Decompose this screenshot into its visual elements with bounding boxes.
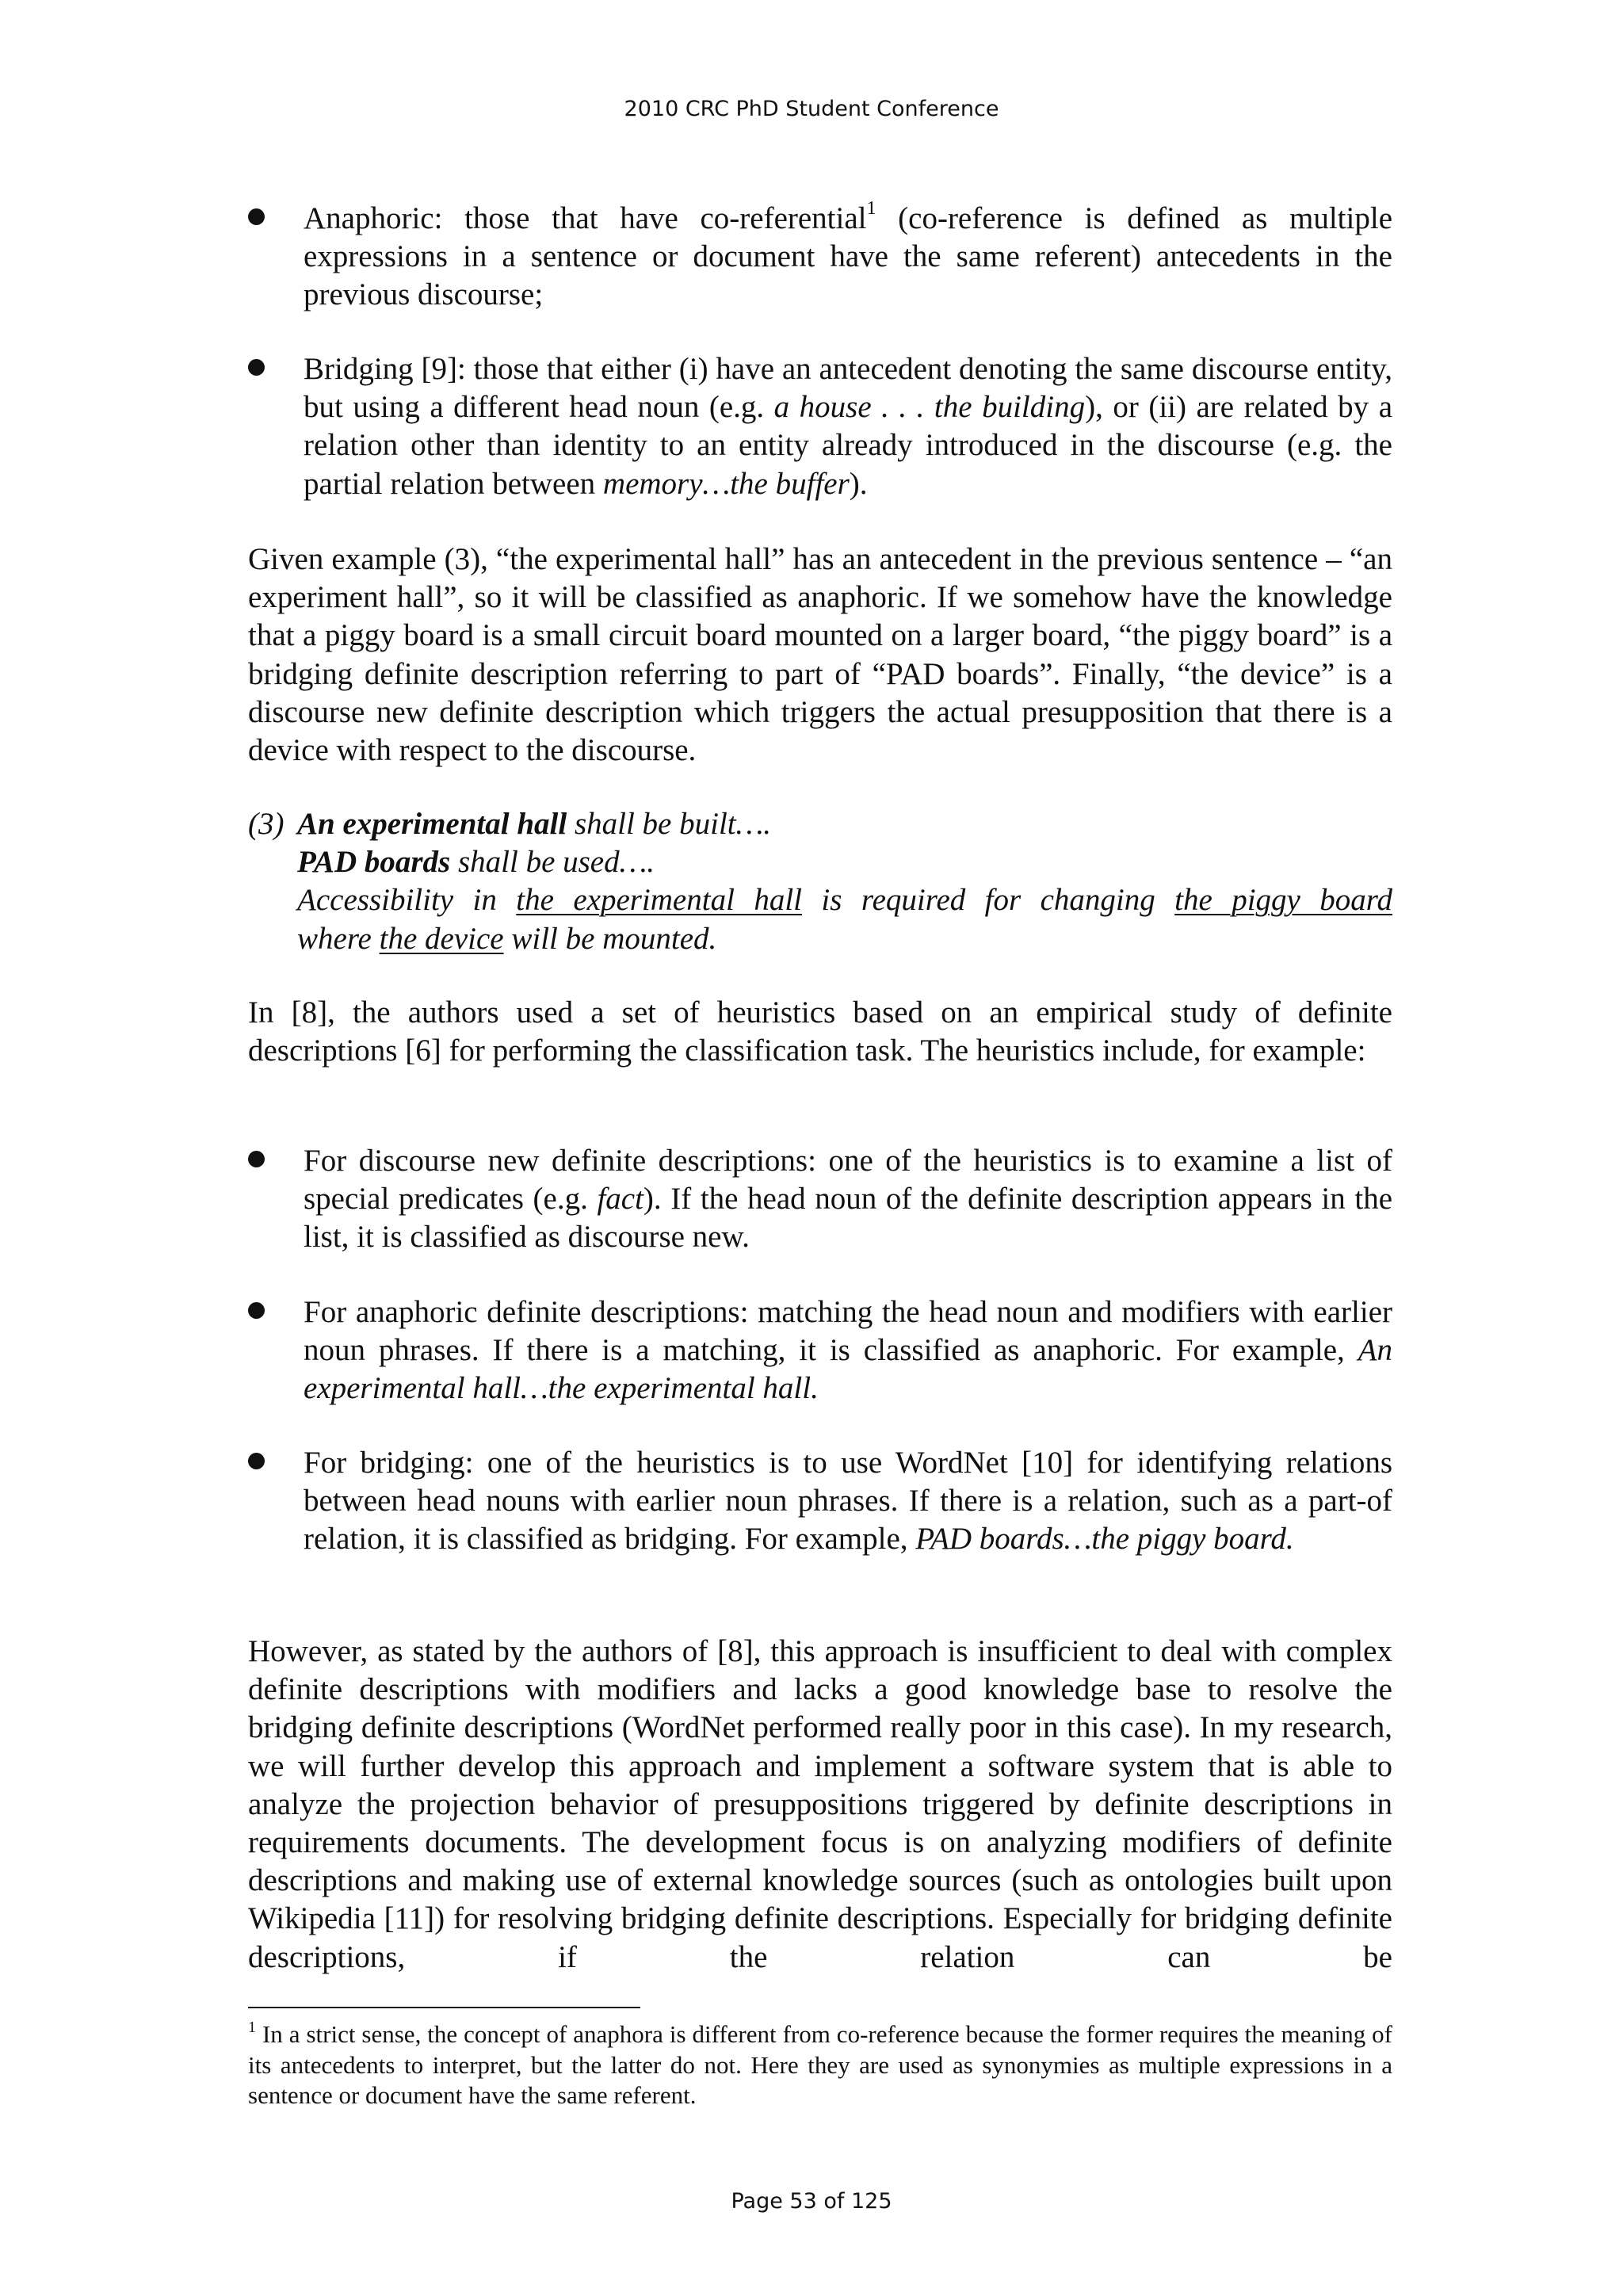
example-text: Accessibility in <box>297 883 517 917</box>
paragraph-research-plan: However, as stated by the authors of [8], this approach is insufficient to deal with complex definite descriptions with modifiers and lacks a good knowledge base to resolve the bridging definite descriptions (WordNet performed really poor in this case). In my research, we will further develop this approach and implement a software system that is able to analyze the projection behavior of presuppositions triggered by definite descriptions in requirements documents. The development focus is on analyzing modifiers of definite descriptions and making use of external knowledge sources (such as ontologies built upon Wikipedia [11]) for resolving bridging definite descriptions. Especially for bridging definite descriptions, if the relation can be <box>248 1634 1392 1974</box>
bullet-text <box>304 1142 1392 1257</box>
bullet-anaphoric <box>248 198 1392 312</box>
bullet-text <box>304 1444 1392 1559</box>
bullet-part: Bridging [9]: those that either (i) have an antecedent denoting the same discourse entity, but using a different head noun (e.g. <box>304 352 1392 425</box>
bullet-part: ), or (ii) are related by a relation other than identity to an entity already introduced in the discourse (e.g. the partial relation between <box>304 390 1392 501</box>
running-header: 2010 CRC PhD Student Conference <box>624 97 999 121</box>
example-underlined: the piggy board <box>1174 883 1393 917</box>
bullet-emphasis: PAD boards…the piggy board. <box>915 1522 1294 1557</box>
paragraph-heuristics-intro: In [8], the authors used a set of heuristics based on an empirical study of definite descriptions [6] for performing the classification task. The heuristics include, for example: <box>248 995 1392 1068</box>
bullet-intro: Anaphoric: those that have co-referential <box>304 201 867 235</box>
footnote-mark: 1 <box>248 2019 256 2036</box>
example-text: shall be used…. <box>450 845 655 879</box>
bullet-dot-icon <box>248 208 265 225</box>
bullet-text <box>304 1293 1392 1408</box>
example-underlined: the device <box>379 922 504 956</box>
bullet-rest: (co-reference is defined as multiple expressions in a sentence or document have the same referent) antecedents in the previous discourse; <box>304 201 1392 312</box>
bullet-dot-icon <box>248 359 265 376</box>
footnote-text: In a strict sense, the concept of anaphora is different from co-reference because the former requires the meaning of its antecedents to interpret, but the latter do not. Here they are used as synonymies as multiple expressions in a sentence or document have the same referent. <box>248 2020 1392 2109</box>
paragraph-example-explanation: Given example (3), “the experimental hall” has an antecedent in the previous sentence – “an experiment hall”, so it will be classified as anaphoric. If we somehow have the knowledge that a piggy board is a small circuit board mounted on a larger board, “the piggy board” is a bridging definite description referring to part of “PAD boards”. Finally, “the device” is a discourse new definite description which triggers the actual presupposition that there is a device with respect to the discourse. <box>248 542 1392 768</box>
example-bold: An experimental hall <box>297 807 567 841</box>
bullet-text <box>304 350 1392 503</box>
footnote-separator <box>248 2007 640 2008</box>
bullet-dot-icon <box>248 1453 265 1469</box>
example-number: (3) <box>248 807 285 841</box>
example-underlined: the experimental hall <box>516 883 802 917</box>
bullet-part: For anaphoric definite descriptions: matching the head noun and modifiers with earlier noun phrases. If there is a matching, it is classified as anaphoric. For example, <box>304 1295 1392 1368</box>
bullet-emphasis: An experimental hall…the experimental hall. <box>304 1333 1392 1406</box>
bullet-discourse-new <box>248 1142 1393 1255</box>
bullet-dot-icon <box>248 1151 265 1167</box>
example-text: will be mounted. <box>503 922 717 956</box>
bullet-emphasis: fact <box>597 1182 643 1217</box>
bullet-part: ). <box>849 466 868 501</box>
example-text: shall be built…. <box>567 807 772 841</box>
bullet-bridging-heuristic <box>248 1444 1392 1557</box>
footnote-reference[interactable]: 1 <box>866 198 876 219</box>
example-line-3 <box>297 881 1392 919</box>
bullet-part: For bridging: one of the heuristics is to use WordNet [10] for identifying relations between head nouns with earlier noun phrases. If there is a relation, such as a part-of relation, it is classified as bridging. For example, <box>304 1446 1392 1557</box>
example-text: is required for changing <box>802 883 1175 917</box>
example-bold: PAD boards <box>297 845 451 879</box>
example-line-4 <box>297 920 1392 958</box>
bullet-emphasis: memory…the buffer <box>602 466 850 501</box>
bullet-part: For discourse new definite descriptions: one of the heuristics is to examine a list of special predicates (e.g. <box>304 1144 1392 1217</box>
bullet-part: ). If the head noun of the definite description appears in the list, it is classified as discourse new. <box>304 1182 1393 1255</box>
example-text: where <box>297 922 380 956</box>
bullet-text <box>304 200 1392 315</box>
bullet-emphasis: a house . . . the building <box>773 390 1086 425</box>
bullet-anaphoric-heuristic <box>248 1293 1392 1406</box>
bullet-bridging <box>248 350 1392 501</box>
page-number: Page 53 of 125 <box>731 2189 892 2214</box>
example-line-1 <box>297 805 1392 843</box>
footnote <box>248 2019 1392 2111</box>
bullet-dot-icon <box>248 1302 265 1319</box>
example-line-2 <box>297 843 1392 881</box>
